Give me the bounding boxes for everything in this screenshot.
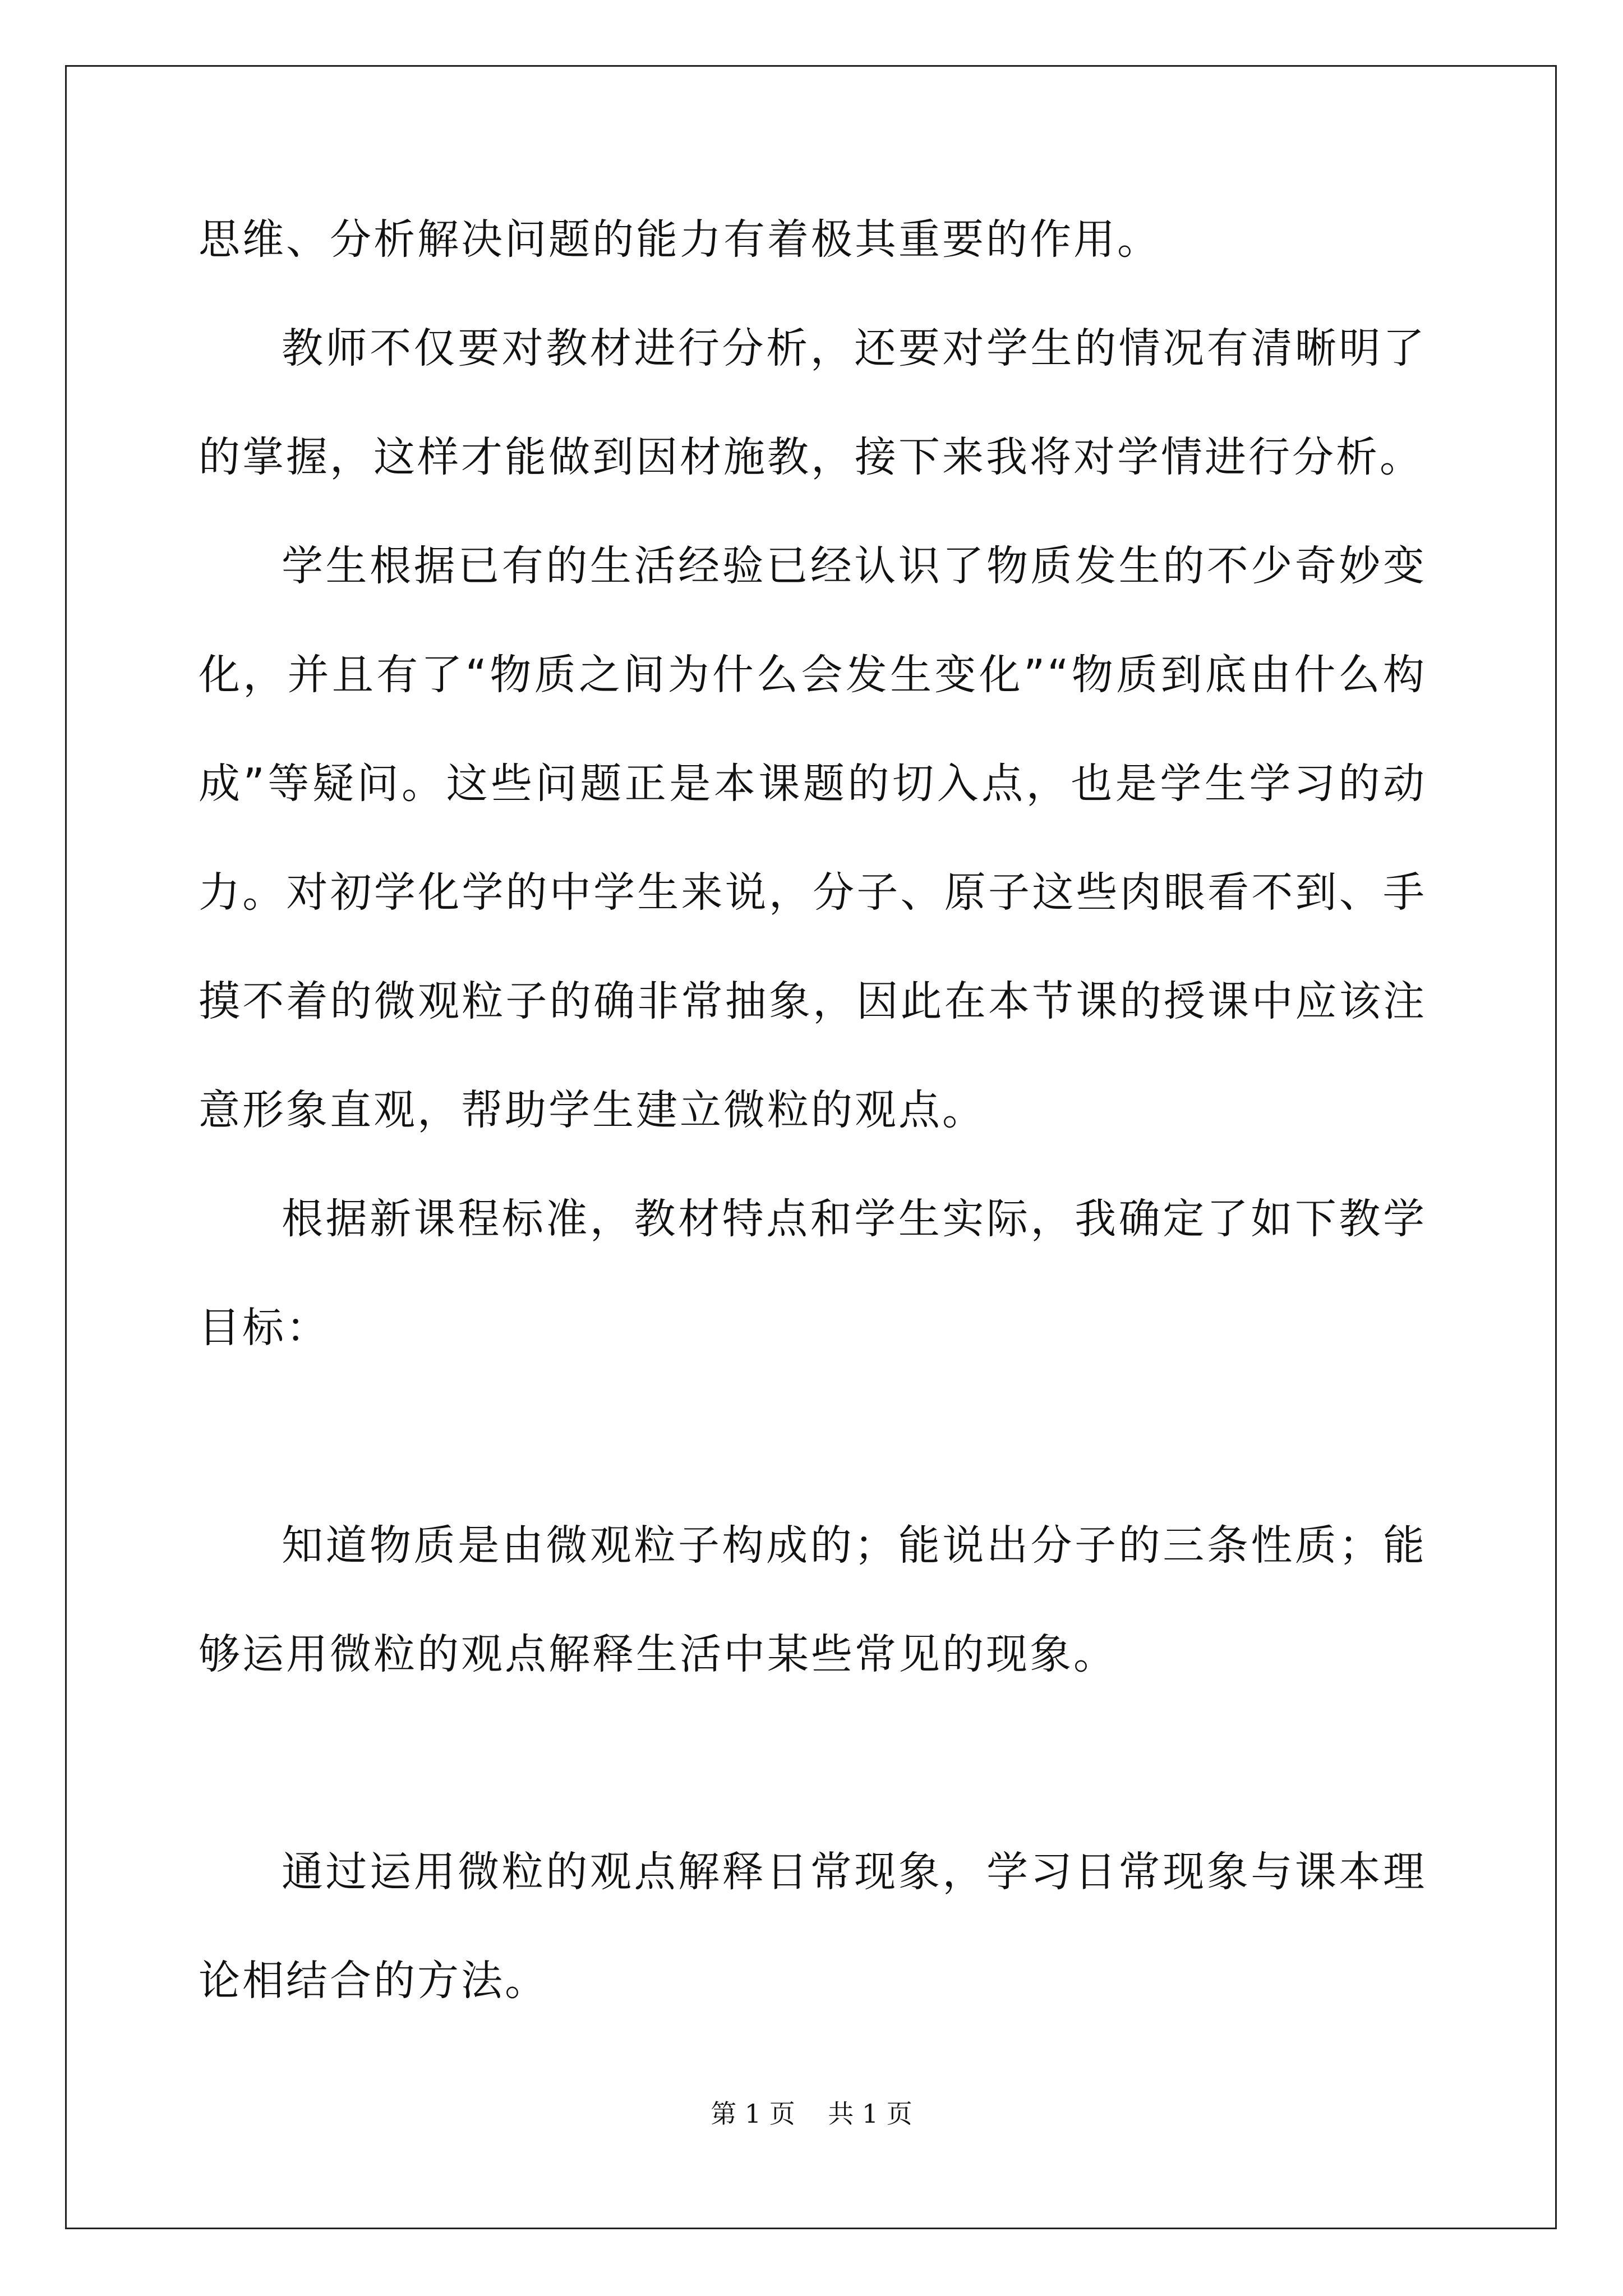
section-gap [199, 1382, 1427, 1491]
paragraph-1: 思维、分析解决问题的能力有着极其重要的作用。 [199, 215, 1161, 264]
page-number-label: 第 1 页 共 1 页 [711, 2099, 912, 2129]
paragraph-6: 通过运用微粒的观点解释日常现象，学习日常现象与课本理论相结合的方法。 [199, 1848, 1427, 2005]
paragraph-3: 学生根据已有的生活经验已经认识了物质发生的不少奇妙变化，并且有了“物质之间为什么会发生变化”“物质到底由什么构成”等疑问。这些问题正是本课题的切入点，也是学生学习的动力。对初学化学的中学生来说，分子、原子这些肉眼看不到、手摸不着的微观粒子的确非常抽象，因此在本节课的授课中应该注意形象直观，帮助学生建立微粒的观点。 [199, 542, 1427, 1134]
paragraph-4: 根据新课程标准，教材特点和学生实际，我确定了如下教学目标： [199, 1195, 1427, 1352]
section-gap [199, 1709, 1427, 1818]
paragraph-2: 教师不仅要对教材进行分析，还要对学生的情况有清晰明了的掌握，这样才能做到因材施教，接下来我将对学情进行分析。 [199, 324, 1427, 481]
paragraph-5: 知道物质是由微观粒子构成的；能说出分子的三条性质；能够运用微粒的观点解释生活中某些常见的现象。 [199, 1521, 1427, 1678]
document-body [199, 185, 1427, 2035]
page-footer [0, 2093, 1623, 2131]
